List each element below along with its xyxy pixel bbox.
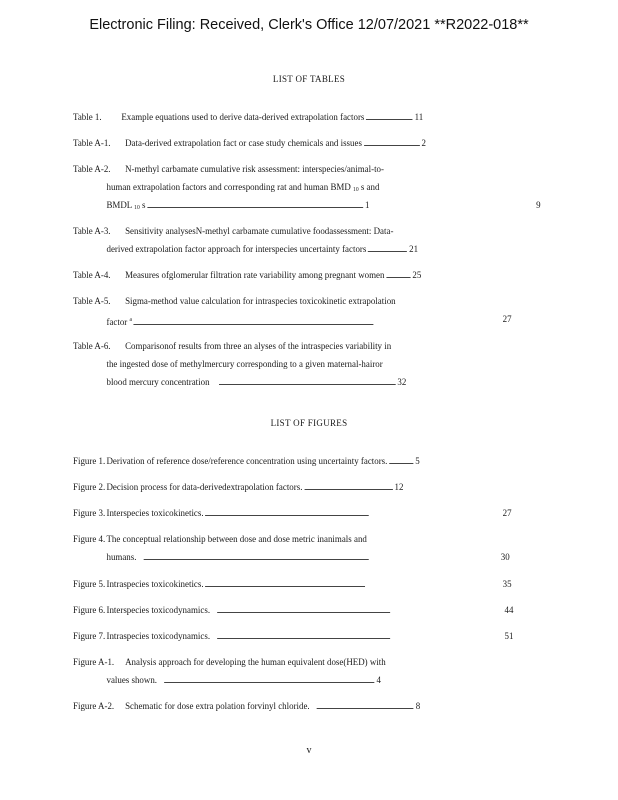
toc-entry-figure-5[interactable] (73, 576, 512, 594)
page-number: 35 (502, 579, 512, 590)
toc-entry-figure-1[interactable] (73, 453, 420, 471)
entry-title-cont: humans. (106, 552, 137, 563)
entry-label: Table A-3. (73, 226, 111, 237)
entry-title-cont: derived extrapolation factor approach for interspecies uncertainty factors (106, 244, 367, 255)
filing-stamp-header: Electronic Filing: Received, Clerk's Office 12/07/2021 **R2022-018** (89, 17, 529, 33)
entry-title: Analysis approach for developing the human equivalent dose(HED) with (125, 657, 386, 668)
subscript: 10 (353, 187, 359, 193)
toc-entry-table-1[interactable] (73, 109, 423, 127)
entry-title-cont: s (141, 200, 146, 211)
page-number: 1 (364, 200, 370, 211)
entry-title: Comparisonof results from three an alyses of the intraspecies variability in (125, 341, 392, 352)
entry-label: Figure 7. (73, 631, 106, 642)
leader-dots (217, 637, 390, 639)
tables-heading: LIST OF TABLES (272, 74, 346, 84)
page-number: 32 (397, 377, 407, 388)
entry-title-cont: blood mercury concentration (106, 377, 210, 388)
leader-dots (317, 707, 414, 709)
toc-entry-table-a1[interactable] (73, 135, 426, 153)
entry-title: Intraspecies toxicodynamics. (106, 631, 211, 642)
entry-title: Sigma-method value calculation for intraspecies toxicokinetic extrapolation (125, 296, 396, 307)
entry-label: Table A-4. (73, 270, 111, 281)
entry-label: Table A-2. (73, 164, 111, 175)
entry-title-cont: factor (106, 317, 128, 328)
entry-title: Interspecies toxicodynamics. (106, 605, 211, 616)
entry-title: Example equations used to derive data-derived extrapolation factors (121, 112, 365, 123)
toc-entry-figure-3[interactable] (73, 505, 512, 523)
entry-title: Decision process for data-derivedextrapolation factors. (106, 482, 303, 493)
page-number: 2 (421, 138, 426, 149)
leader-dots (304, 488, 392, 490)
page-number: 30 (500, 552, 510, 563)
page-number: 5 (415, 456, 420, 467)
toc-entry-table-a5[interactable] (73, 293, 512, 329)
entry-label: Figure 2. (73, 482, 106, 493)
page-number: 8 (415, 701, 421, 712)
entry-title-cont: BMDL (106, 200, 132, 211)
toc-entry-table-a4[interactable] (73, 267, 421, 285)
leader-dots (386, 276, 410, 278)
page-footer-number: v (306, 745, 312, 756)
leader-dots (147, 206, 363, 208)
entry-title: Measures ofglomerular filtration rate variability among pregnant women (125, 270, 385, 281)
entry-title: The conceptual relationship between dose and dose metric inanimals and (106, 534, 367, 545)
leader-dots (366, 118, 413, 120)
entry-title: Sensitivity analysesN-methyl carbamate cumulative foodassessment: Data- (125, 226, 394, 237)
entry-label: Figure 5. (73, 579, 106, 590)
leader-dots (364, 144, 420, 146)
page-number: 44 (504, 605, 514, 616)
page-number: 25 (412, 270, 422, 281)
leader-dots (219, 383, 396, 385)
page-number: 27 (502, 508, 512, 519)
entry-title: Schematic for dose extra polation forvinyl chloride. (125, 701, 310, 712)
entry-label: Figure 3. (73, 508, 106, 519)
toc-entry-figure-4[interactable] (73, 531, 510, 567)
page-number: 27 (502, 314, 512, 325)
entry-title-cont: the ingested dose of methylmercury corresponding to a given maternal-hairor (106, 359, 383, 370)
page-number: 4 (376, 675, 381, 686)
figures-heading: LIST OF FIGURES (270, 418, 348, 428)
entry-label: Table A-6. (73, 341, 111, 352)
toc-entry-figure-a2[interactable] (73, 698, 420, 716)
toc-entry-table-a6[interactable] (73, 338, 406, 392)
superscript: a (129, 317, 133, 323)
leader-dots (368, 250, 407, 252)
entry-title: N-methyl carbamate cumulative risk assessment: interspecies/animal-to- (125, 164, 384, 175)
page-number: 11 (414, 112, 424, 123)
entry-label: Table 1. (73, 112, 102, 123)
leader-dots (389, 462, 413, 464)
toc-entry-figure-a1[interactable] (73, 654, 386, 690)
entry-label: Figure A-2. (73, 701, 115, 712)
page-number: 12 (394, 482, 404, 493)
page-number-tail: 9 (536, 200, 541, 211)
page-number: 21 (409, 244, 419, 255)
entry-title-cont: human extrapolation factors and corresponding rat and human BMD (106, 182, 351, 193)
toc-entry-figure-2[interactable] (73, 479, 403, 497)
entry-label: Figure 6. (73, 605, 106, 616)
entry-title: Derivation of reference dose/reference concentration using uncertainty factors. (106, 456, 388, 467)
entry-label: Figure 4. (73, 534, 106, 545)
leader-dots (164, 681, 374, 683)
entry-title: Intraspecies toxicokinetics. (106, 579, 204, 590)
entry-label: Table A-5. (73, 296, 111, 307)
leader-dots (217, 611, 390, 613)
toc-entry-table-a3[interactable] (73, 223, 418, 259)
leader-dots (134, 323, 374, 325)
entry-title: Interspecies toxicokinetics. (106, 508, 204, 519)
entry-label: Table A-1. (73, 138, 111, 149)
leader-dots (205, 585, 365, 587)
entry-label: Figure A-1. (73, 657, 115, 668)
leader-dots (205, 514, 369, 516)
toc-entry-figure-7[interactable] (73, 628, 514, 646)
entry-title-cont: values shown. (106, 675, 158, 686)
leader-dots (144, 558, 369, 560)
toc-entry-figure-6[interactable] (73, 602, 514, 620)
entry-title-cont: s and (360, 182, 380, 193)
page-number: 51 (504, 631, 514, 642)
toc-entry-table-a2[interactable] (73, 161, 541, 215)
entry-title: Data-derived extrapolation fact or case study chemicals and issues (125, 138, 362, 149)
entry-label: Figure 1. (73, 456, 106, 467)
subscript: 10 (134, 205, 140, 211)
